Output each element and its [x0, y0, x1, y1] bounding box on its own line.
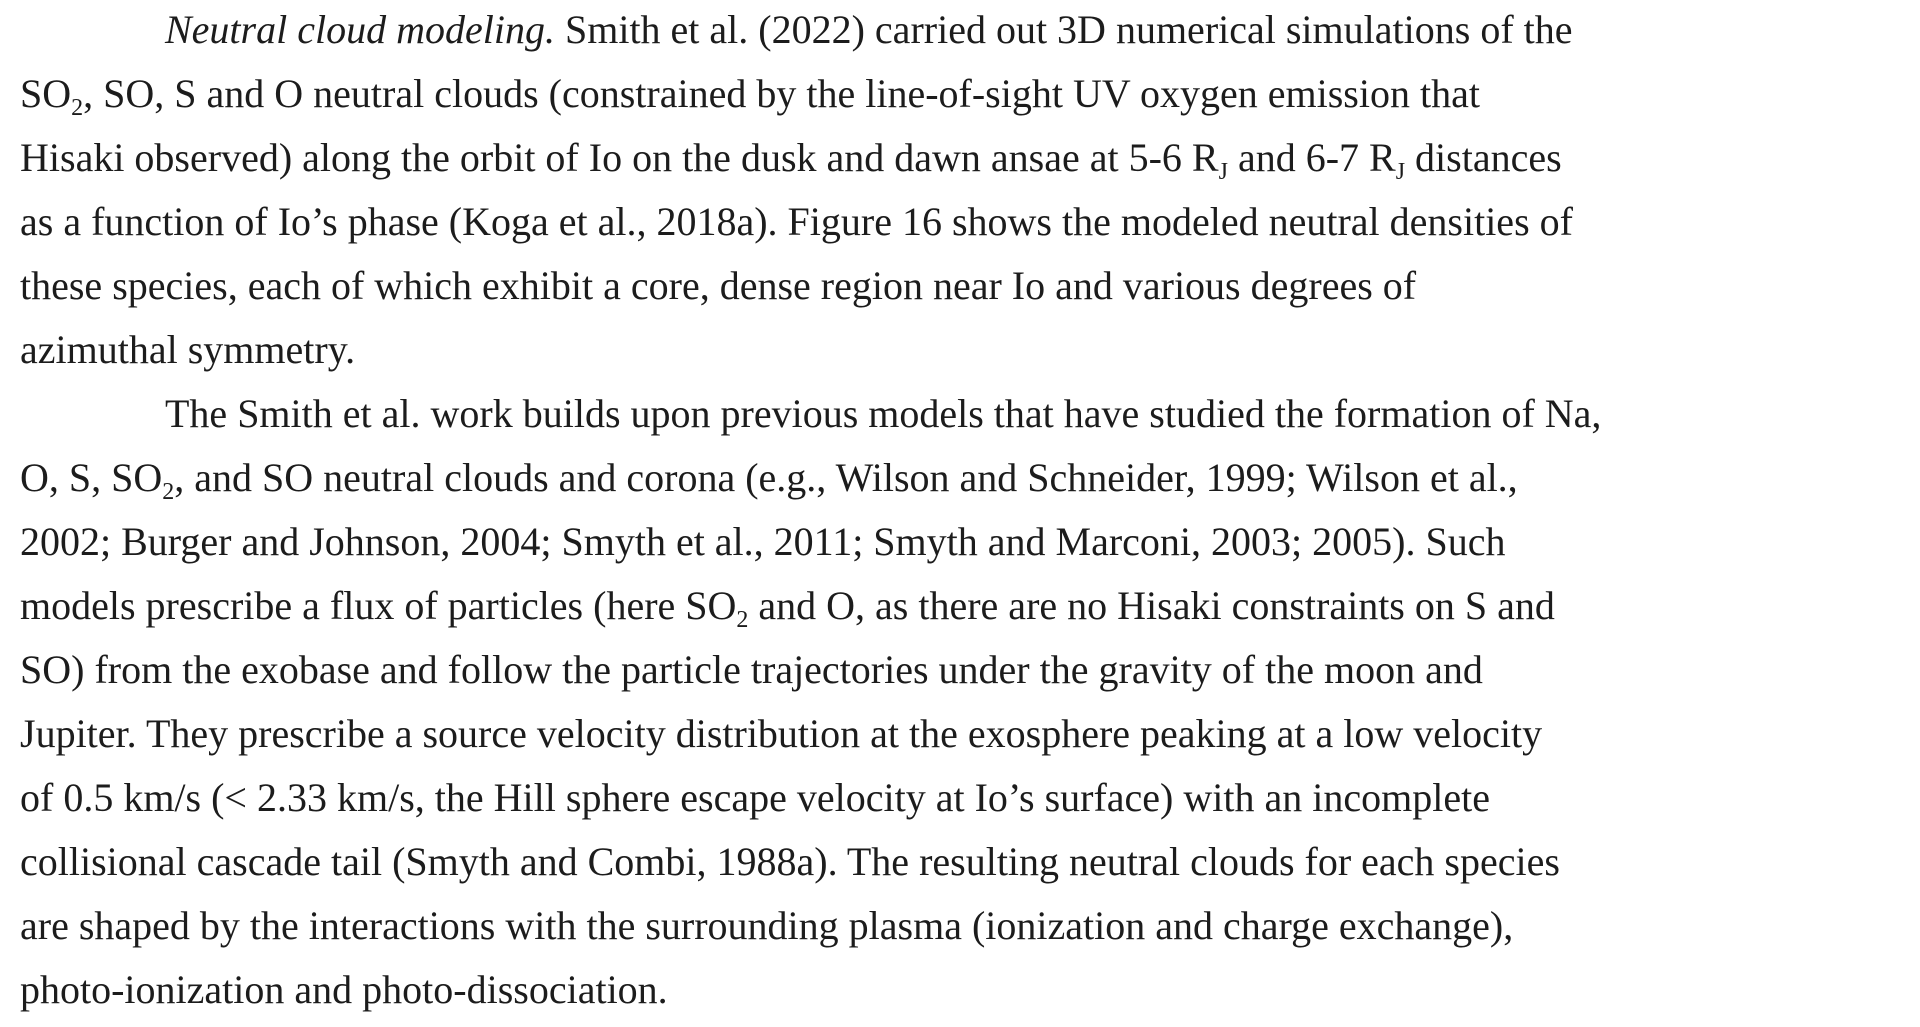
text-run: distances [1405, 135, 1562, 180]
run-in-heading: Neutral cloud modeling. [165, 7, 555, 52]
text-run: and 6-7 R [1227, 135, 1396, 180]
text-line [20, 702, 1910, 766]
text-line [20, 958, 1910, 1022]
text-line [20, 766, 1910, 830]
text-run: these species, each of which exhibit a core, dense region near Io and various degrees of [20, 263, 1417, 308]
text-line [20, 446, 1910, 510]
subscript: 2 [736, 607, 749, 633]
text-run: as a function of Io’s phase (Koga et al., 2018a). Figure 16 shows the modeled neutral densities of [20, 199, 1573, 244]
text-run: 2002; Burger and Johnson, 2004; Smyth et al., 2011; Smyth and Marconi, 2003; 2005). Such [20, 519, 1506, 564]
text-run: SO [20, 71, 72, 116]
subscript: 2 [162, 479, 175, 505]
text-line [20, 254, 1910, 318]
subscript: 2 [71, 95, 84, 121]
text-run: SO) from the exobase and follow the particle trajectories under the gravity of the moon and [20, 647, 1483, 692]
text-line [20, 0, 1910, 62]
text-line [20, 382, 1910, 446]
text-run: , SO, S and O neutral clouds (constrained by the line-of-sight UV oxygen emission that [83, 71, 1480, 116]
text-run: Jupiter. They prescribe a source velocity distribution at the exosphere peaking at a low velocity [20, 711, 1543, 756]
subscript: J [1395, 159, 1406, 185]
text-line [20, 638, 1910, 702]
text-run: Hisaki observed) along the orbit of Io on the dusk and dawn ansae at 5-6 R [20, 135, 1219, 180]
paragraph-smith-model-background [20, 382, 1910, 1022]
text-line [20, 574, 1910, 638]
text-run: and O, as there are no Hisaki constraints on S and [748, 583, 1555, 628]
text-run: are shaped by the interactions with the surrounding plasma (ionization and charge exchange), [20, 903, 1514, 948]
text-run: The Smith et al. work builds upon previous models that have studied the formation of Na, [165, 391, 1602, 436]
text-line [20, 62, 1910, 126]
text-run: of 0.5 km/s (< 2.33 km/s, the Hill sphere escape velocity at Io’s surface) with an incomplete [20, 775, 1490, 820]
text-line [20, 894, 1910, 958]
text-run: , and SO neutral clouds and corona (e.g., Wilson and Schneider, 1999; Wilson et al., [174, 455, 1518, 500]
text-run: photo-ionization and photo-dissociation. [20, 967, 668, 1012]
text-run: models prescribe a flux of particles (here SO [20, 583, 737, 628]
text-line [20, 126, 1910, 190]
text-run: collisional cascade tail (Smyth and Combi, 1988a). The resulting neutral clouds for each species [20, 839, 1560, 884]
text-run: azimuthal symmetry. [20, 327, 356, 372]
subscript: J [1218, 159, 1228, 185]
text-line [20, 830, 1910, 894]
text-line [20, 190, 1910, 254]
text-line [20, 510, 1910, 574]
text-line [20, 318, 1910, 382]
text-run: O, S, SO [20, 455, 163, 500]
text-run: Smith et al. (2022) carried out 3D numerical simulations of the [554, 7, 1573, 52]
paragraph-neutral-cloud-modeling [20, 0, 1910, 382]
